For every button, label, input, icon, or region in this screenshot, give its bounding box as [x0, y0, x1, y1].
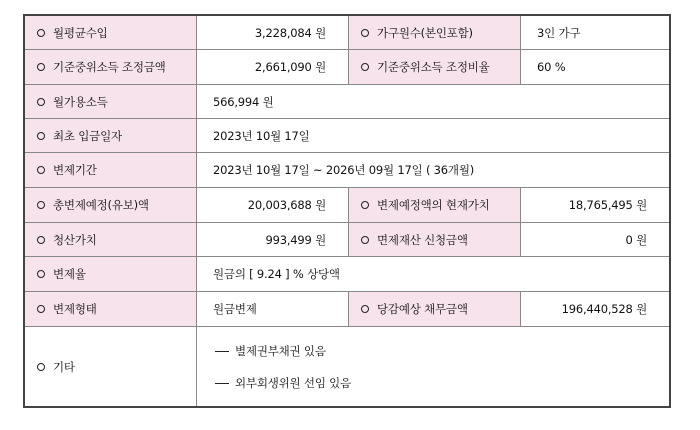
circle-bullet-icon [37, 363, 45, 371]
table-row [25, 223, 669, 257]
exempt-property-value: 0 원 [521, 223, 669, 256]
repayment-period-label: 변제기간 [53, 163, 97, 177]
label-cell [25, 85, 197, 118]
table-row [25, 50, 669, 85]
circle-bullet-icon [37, 270, 45, 278]
repayment-type-label: 변제형태 [53, 302, 97, 316]
dash-icon [215, 383, 229, 384]
circle-bullet-icon [37, 132, 45, 140]
repayment-period-value: 2023년 10월 17일 ~ 2026년 09월 17일 ( 36개월) [197, 153, 669, 187]
circle-bullet-icon [361, 29, 369, 37]
table-row [25, 153, 669, 188]
monthly-income-value: 3,228,084 원 [197, 16, 349, 49]
circle-bullet-icon [37, 98, 45, 106]
repayment-rate-label: 변제율 [53, 267, 86, 281]
total-planned-repayment-label: 총변제예정(유보)액 [53, 198, 149, 212]
circle-bullet-icon [37, 236, 45, 244]
median-income-adjusted-amount-label: 기준중위소득 조정금액 [53, 60, 166, 74]
expected-reduction-label: 당감예상 채무금액 [377, 302, 468, 316]
summary-table [23, 14, 671, 408]
first-deposit-date-value: 2023년 10월 17일 [197, 119, 669, 152]
label-cell [25, 223, 197, 256]
first-deposit-date-label: 최초 입금일자 [53, 128, 122, 143]
circle-bullet-icon [361, 201, 369, 209]
label-cell [25, 188, 197, 222]
label-cell [25, 292, 197, 326]
circle-bullet-icon [37, 29, 45, 37]
circle-bullet-icon [361, 236, 369, 244]
dash-icon [215, 351, 229, 352]
repayment-type-value: 원금변제 [197, 292, 349, 326]
circle-bullet-icon [361, 63, 369, 71]
label-cell [349, 50, 521, 84]
total-planned-repayment-value: 20,003,688 원 [197, 188, 349, 222]
label-cell [349, 16, 521, 49]
disposable-income-value: 566,994 원 [197, 85, 669, 118]
present-value-label: 변제예정액의 현재가치 [377, 198, 490, 212]
other-label: 기타 [53, 359, 75, 374]
table-row [25, 119, 669, 153]
household-size-value: 3인 가구 [521, 16, 669, 49]
label-cell [25, 327, 197, 406]
disposable-income-label: 월가용소득 [53, 94, 108, 109]
note-line: 별제권부채권 있음 [215, 343, 326, 359]
label-cell [25, 50, 197, 84]
liquidation-value-label: 청산가치 [53, 232, 97, 247]
exempt-property-label: 면제재산 신청금액 [377, 232, 468, 247]
label-cell [25, 119, 197, 152]
monthly-income-label: 월평균수입 [53, 25, 108, 40]
table-row [25, 85, 669, 119]
median-income-adjusted-ratio-label: 기준중위소득 조정비율 [377, 60, 490, 74]
circle-bullet-icon [37, 201, 45, 209]
median-income-adjusted-amount-value: 2,661,090 원 [197, 50, 349, 84]
table-row [25, 188, 669, 223]
circle-bullet-icon [37, 63, 45, 71]
label-cell [349, 223, 521, 256]
label-cell [25, 153, 197, 187]
note-line: 외부회생위원 선임 있음 [215, 375, 351, 391]
label-cell [25, 257, 197, 291]
table-row [25, 292, 669, 327]
circle-bullet-icon [37, 166, 45, 174]
label-cell [349, 292, 521, 326]
label-cell [349, 188, 521, 222]
label-cell [25, 16, 197, 49]
expected-reduction-value: 196,440,528 원 [521, 292, 669, 326]
other-notes [197, 327, 669, 406]
household-size-label: 가구원수(본인포함) [377, 25, 473, 40]
circle-bullet-icon [361, 305, 369, 313]
present-value-value: 18,765,495 원 [521, 188, 669, 222]
circle-bullet-icon [37, 305, 45, 313]
median-income-adjusted-ratio-value: 60 % [521, 50, 669, 84]
table-row [25, 16, 669, 50]
table-row [25, 327, 669, 406]
table-row [25, 257, 669, 292]
repayment-rate-value: 원금의 [ 9.24 ] % 상당액 [197, 257, 669, 291]
liquidation-value-value: 993,499 원 [197, 223, 349, 256]
